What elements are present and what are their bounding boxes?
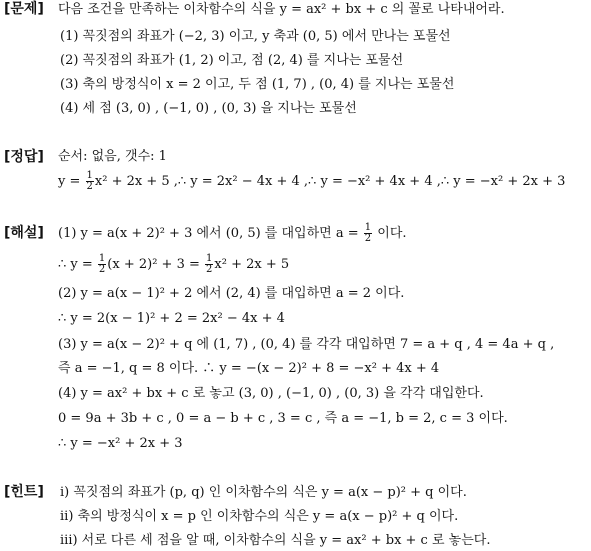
answer-formula-pre: y = bbox=[58, 174, 81, 189]
fraction-denominator: 2 bbox=[86, 181, 93, 192]
solution-label: [해설] bbox=[4, 225, 44, 241]
problem-intro: 다음 조건을 만족하는 이차함수의 식을 y = ax² + bx + c 의 꼴로 나타내어라. bbox=[58, 2, 505, 17]
fraction-numerator: 1 bbox=[86, 170, 93, 181]
answer-formula-post: x² + 2x + 5 ,∴ y = 2x² − 4x + 4 ,∴ y = −x² + 4x + 4 ,∴ y = −x² + 2x + 3 bbox=[94, 174, 566, 189]
problem-item-2: (2) 꼭짓점의 좌표가 (1, 2) 이고, 점 (2, 4) 를 지나는 포물선 bbox=[60, 53, 404, 68]
solution-line-1-post: 이다. bbox=[377, 226, 407, 241]
fraction-denominator: 2 bbox=[364, 233, 372, 244]
solution-line-2 bbox=[58, 253, 587, 277]
solution-line-2-pre: ∴ y = bbox=[58, 257, 93, 272]
hint-line: ⅰ) 꼭짓점의 좌표가 (p, q) 인 이차함수의 식은 y = a(x − p)² + q 이다. bbox=[60, 485, 467, 500]
answer-meta: 순서: 없음, 갯수: 1 bbox=[58, 149, 167, 164]
fraction bbox=[98, 254, 106, 275]
solution-line-2-mid: (x + 2)² + 3 = bbox=[107, 257, 200, 272]
answer-formula bbox=[58, 170, 587, 194]
problem-label: [문제] bbox=[4, 1, 44, 17]
solution-line: 0 = 9a + 3b + c , 0 = a − b + c , 3 = c , 즉 a = −1, b = 2, c = 3 이다. bbox=[58, 411, 508, 426]
fraction-numerator: 1 bbox=[206, 253, 213, 264]
problem-item-1: (1) 꼭짓점의 좌표가 (−2, 3) 이고, y 축과 (0, 5) 에서 만나는 포물선 bbox=[60, 29, 451, 44]
fraction bbox=[86, 171, 94, 192]
solution-line-1 bbox=[58, 222, 587, 246]
problem-item-3: (3) 축의 방정식이 x = 2 이고, 두 점 (1, 7) , (0, 4) 를 지나는 포물선 bbox=[60, 77, 455, 92]
fraction-denominator: 2 bbox=[206, 264, 213, 275]
fraction bbox=[205, 254, 213, 275]
solution-line: (3) y = a(x − 2)² + q 에 (1, 7) , (0, 4) 를 각각 대입하면 7 = a + q , 4 = 4a + q , bbox=[58, 337, 555, 352]
fraction-numerator: 1 bbox=[364, 222, 372, 233]
fraction-numerator: 1 bbox=[98, 253, 106, 264]
solution-line: ∴ y = −x² + 2x + 3 bbox=[58, 436, 183, 451]
solution-line-2-post: x² + 2x + 5 bbox=[214, 257, 290, 272]
fraction-denominator: 2 bbox=[98, 264, 106, 275]
problem-item-4: (4) 세 점 (3, 0) , (−1, 0) , (0, 3) 을 지나는 포물선 bbox=[60, 101, 357, 116]
solution-line-1-pre: (1) y = a(x + 2)² + 3 에서 (0, 5) 를 대입하면 a = bbox=[58, 226, 359, 241]
solution-line: (4) y = ax² + bx + c 로 놓고 (3, 0) , (−1, 0) , (0, 3) 을 각각 대입한다. bbox=[58, 386, 484, 401]
hint-line: ⅱ) 축의 방정식이 x = p 인 이차함수의 식은 y = a(x − p)² + q 이다. bbox=[60, 509, 459, 524]
hint-line: ⅲ) 서로 다른 세 점을 알 때, 이차함수의 식을 y = ax² + bx + c 로 놓는다. bbox=[60, 533, 491, 548]
fraction bbox=[364, 223, 372, 244]
solution-line: 즉 a = −1, q = 8 이다. ∴ y = −(x − 2)² + 8 = −x² + 4x + 4 bbox=[58, 361, 440, 376]
hint-label: [힌트] bbox=[4, 484, 44, 500]
solution-line: (2) y = a(x − 1)² + 2 에서 (2, 4) 를 대입하면 a = 2 이다. bbox=[58, 286, 405, 301]
answer-label: [정답] bbox=[4, 149, 44, 165]
solution-line: ∴ y = 2(x − 1)² + 2 = 2x² − 4x + 4 bbox=[58, 311, 285, 326]
